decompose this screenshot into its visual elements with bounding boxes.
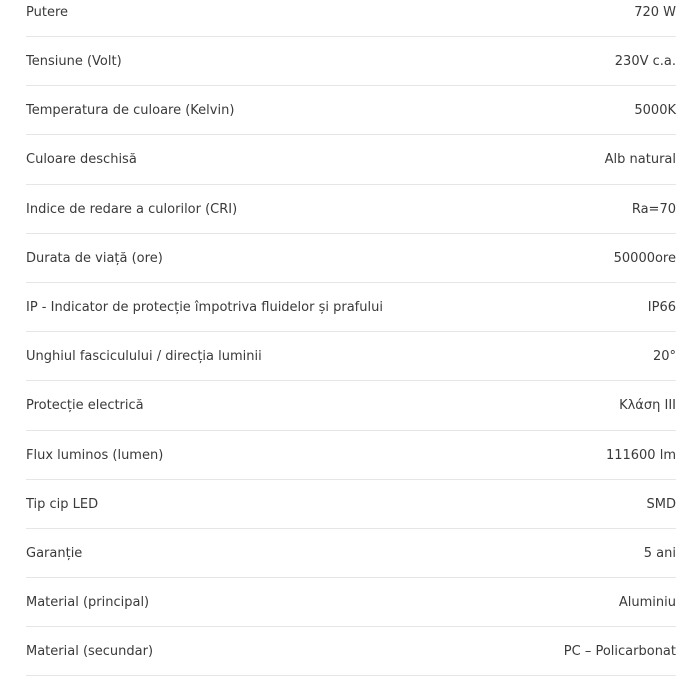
spec-value: 5000K — [634, 103, 676, 119]
spec-label: Protecție electrică — [26, 398, 144, 414]
spec-value: 720 W — [634, 5, 676, 20]
spec-label: Material (secundar) — [26, 644, 154, 660]
spec-value: 111600 lm — [605, 447, 676, 463]
spec-label: Tensiune (Volt) — [26, 54, 122, 69]
spec-value: Alb natural — [604, 152, 676, 168]
spec-value: IP66 — [647, 299, 676, 315]
spec-row-voltage — [26, 37, 676, 86]
spec-label: Flux luminos (lumen) — [26, 447, 164, 463]
spec-label: Durata de viață (ore) — [26, 250, 163, 266]
spec-value: 230V c.a. — [614, 54, 676, 69]
spec-row-led-chip-type — [26, 480, 676, 529]
spec-label: Culoare deschisă — [26, 152, 137, 168]
spec-row-electrical-protection — [26, 381, 676, 430]
spec-value: SMD — [646, 496, 676, 512]
spec-row-cri — [26, 185, 676, 234]
spec-value: Aluminiu — [618, 595, 676, 611]
spec-row-power — [26, 0, 676, 37]
spec-row-light-color — [26, 135, 676, 184]
spec-label: Temperatura de culoare (Kelvin) — [26, 103, 235, 119]
spec-row-material-primary — [26, 578, 676, 627]
spec-label: IP - Indicator de protecție împotriva fluidelor și prafului — [26, 299, 383, 315]
spec-row-ip-rating — [26, 283, 676, 332]
spec-value: 20° — [652, 349, 676, 365]
spec-value: 5 ani — [643, 545, 676, 561]
spec-value: Ra=70 — [631, 201, 676, 217]
spec-label: Indice de redare a culorilor (CRI) — [26, 201, 238, 217]
spec-row-beam-angle — [26, 332, 676, 381]
spec-row-lifetime — [26, 234, 676, 283]
spec-value: PC – Policarbonat — [563, 644, 676, 660]
spec-value: Κλάση III — [619, 398, 676, 414]
spec-label: Putere — [26, 5, 69, 20]
spec-label: Garanție — [26, 545, 83, 561]
spec-label: Material (principal) — [26, 595, 150, 611]
specifications-table — [26, 0, 676, 676]
spec-value: 50000ore — [613, 250, 676, 266]
spec-row-warranty — [26, 529, 676, 578]
spec-row-color-temperature — [26, 86, 676, 135]
spec-label: Tip cip LED — [26, 496, 99, 512]
spec-row-material-secondary — [26, 627, 676, 676]
spec-label: Unghiul fasciculului / direcția luminii — [26, 349, 262, 365]
spec-row-luminous-flux — [26, 431, 676, 480]
